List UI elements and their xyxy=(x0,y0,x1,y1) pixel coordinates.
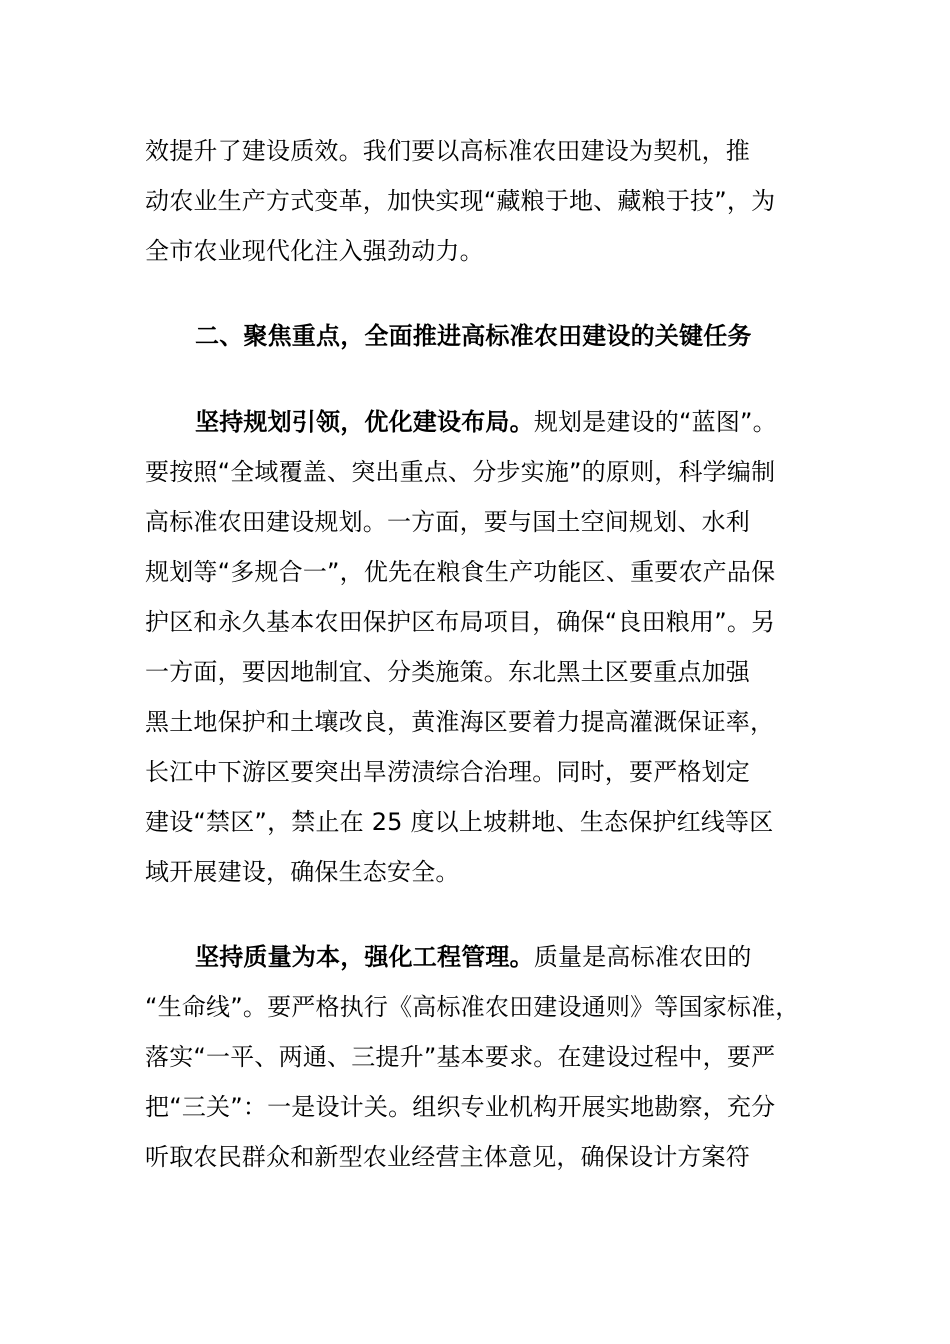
paragraph-line: 长江中下游区要突出旱涝渍综合治理。同时，要严格划定 xyxy=(145,758,750,786)
paragraph-line: 规划等“多规合一”，优先在粮食生产功能区、重要农产品保 xyxy=(145,558,776,586)
paragraph-line: 护区和永久基本农田保护区布局项目，确保“良田粮用”。另 xyxy=(145,608,776,636)
paragraph-lead: 坚持规划引领，优化建设布局。 xyxy=(195,408,534,436)
paragraph-line: 落实“一平、两通、三提升”基本要求。在建设过程中，要严 xyxy=(145,1043,776,1071)
paragraph-first-line xyxy=(195,407,777,437)
paragraph-text: 规划是建设的“蓝图”。 xyxy=(533,408,777,436)
paragraph-line: 建设“禁区”，禁止在 25 度以上坡耕地、生态保护红线等区 xyxy=(145,808,774,836)
paragraph-line: 一方面，要因地制宜、分类施策。东北黑土区要重点加强 xyxy=(145,658,750,686)
paragraph-line: 动农业生产方式变革，加快实现“藏粮于地、藏粮于技”，为 xyxy=(145,187,776,215)
section-heading: 二、聚焦重点，全面推进高标准农田建设的关键任务 xyxy=(195,322,752,350)
paragraph-line: 高标准农田建设规划。一方面，要与国土空间规划、水利 xyxy=(145,508,750,536)
paragraph-line: “生命线”。要严格执行《高标准农田建设通则》等国家标准， xyxy=(145,993,800,1021)
paragraph-line: 域开展建设，确保生态安全。 xyxy=(145,858,460,886)
paragraph-line: 听取农民群众和新型农业经营主体意见，确保设计方案符 xyxy=(145,1143,750,1171)
paragraph-lead: 坚持质量为本，强化工程管理。 xyxy=(195,943,534,971)
paragraph-line: 效提升了建设质效。我们要以高标准农田建设为契机，推 xyxy=(145,137,750,165)
paragraph-line: 把“三关”：一是设计关。组织专业机构开展实地勘察，充分 xyxy=(145,1093,776,1121)
paragraph-first-line xyxy=(195,942,752,972)
paragraph-text: 质量是高标准农田的 xyxy=(533,943,752,971)
paragraph-line: 黑土地保护和土壤改良，黄淮海区要着力提高灌溉保证率， xyxy=(145,708,775,736)
paragraph-line: 全市农业现代化注入强劲动力。 xyxy=(145,237,484,265)
paragraph-line: 要按照“全域覆盖、突出重点、分步实施”的原则，科学编制 xyxy=(145,458,776,486)
